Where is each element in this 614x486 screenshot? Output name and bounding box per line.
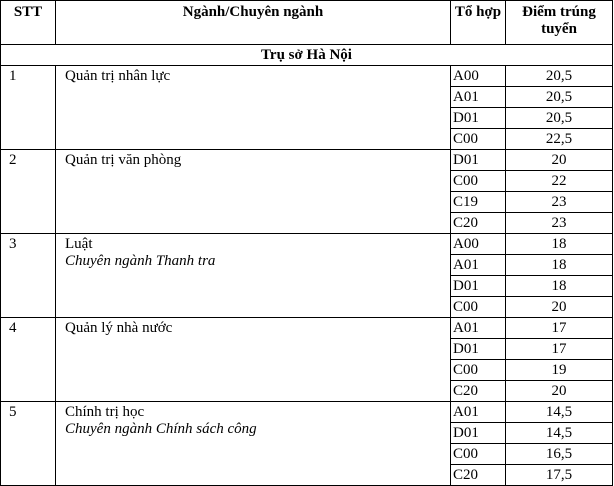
header-major: Ngành/Chuyên ngành [56, 1, 451, 45]
score-cell: 20,5 [506, 108, 613, 129]
combo-cell: D01 [451, 423, 506, 444]
header-score: Điểm trúng tuyển [506, 1, 613, 45]
table-row [1, 234, 613, 255]
combo-cell: A01 [451, 318, 506, 339]
combo-cell: D01 [451, 108, 506, 129]
combo-cell: C20 [451, 465, 506, 486]
header-combo: Tổ hợp [451, 1, 506, 45]
score-cell: 20,5 [506, 87, 613, 108]
major-name: Chính trị học [65, 404, 145, 420]
score-cell: 17 [506, 339, 613, 360]
score-cell: 20 [506, 381, 613, 402]
major-cell [56, 66, 451, 150]
combo-cell: D01 [451, 339, 506, 360]
score-cell: 20 [506, 297, 613, 318]
score-cell: 23 [506, 192, 613, 213]
combo-cell: A01 [451, 402, 506, 423]
score-cell: 17 [506, 318, 613, 339]
combo-cell: C00 [451, 129, 506, 150]
stt-cell: 3 [1, 234, 56, 318]
combo-cell: C20 [451, 213, 506, 234]
header-stt: STT [1, 1, 56, 45]
stt-cell: 1 [1, 66, 56, 150]
major-cell [56, 318, 451, 402]
combo-cell: C00 [451, 360, 506, 381]
score-cell: 14,5 [506, 402, 613, 423]
major-specialization: Chuyên ngành Thanh tra [65, 253, 216, 269]
combo-cell: C00 [451, 444, 506, 465]
combo-cell: A00 [451, 234, 506, 255]
header-row [1, 1, 613, 45]
table-row [1, 402, 613, 423]
score-cell: 22,5 [506, 129, 613, 150]
combo-cell: A00 [451, 66, 506, 87]
score-cell: 14,5 [506, 423, 613, 444]
stt-cell: 4 [1, 318, 56, 402]
combo-cell: C20 [451, 381, 506, 402]
stt-cell: 2 [1, 150, 56, 234]
major-name: Quản trị văn phòng [65, 152, 182, 168]
major-cell [56, 150, 451, 234]
combo-cell: D01 [451, 276, 506, 297]
score-cell: 16,5 [506, 444, 613, 465]
score-cell: 18 [506, 255, 613, 276]
combo-cell: C00 [451, 297, 506, 318]
table-row [1, 66, 613, 87]
section-row [1, 45, 613, 66]
score-cell: 20,5 [506, 66, 613, 87]
score-cell: 20 [506, 150, 613, 171]
combo-cell: C00 [451, 171, 506, 192]
score-cell: 22 [506, 171, 613, 192]
combo-cell: A01 [451, 255, 506, 276]
score-cell: 18 [506, 276, 613, 297]
major-name: Luật [65, 236, 93, 252]
table-row [1, 150, 613, 171]
score-cell: 23 [506, 213, 613, 234]
score-cell: 18 [506, 234, 613, 255]
major-specialization: Chuyên ngành Chính sách công [65, 421, 257, 437]
table-row [1, 318, 613, 339]
major-cell [56, 234, 451, 318]
major-cell [56, 402, 451, 486]
score-cell: 19 [506, 360, 613, 381]
table-body [1, 45, 613, 486]
combo-cell: C19 [451, 192, 506, 213]
major-name: Quản trị nhân lực [65, 68, 171, 84]
combo-cell: D01 [451, 150, 506, 171]
section-title: Trụ sở Hà Nội [1, 45, 613, 66]
stt-cell: 5 [1, 402, 56, 486]
combo-cell: A01 [451, 87, 506, 108]
major-name: Quản lý nhà nước [65, 320, 173, 336]
score-cell: 17,5 [506, 465, 613, 486]
